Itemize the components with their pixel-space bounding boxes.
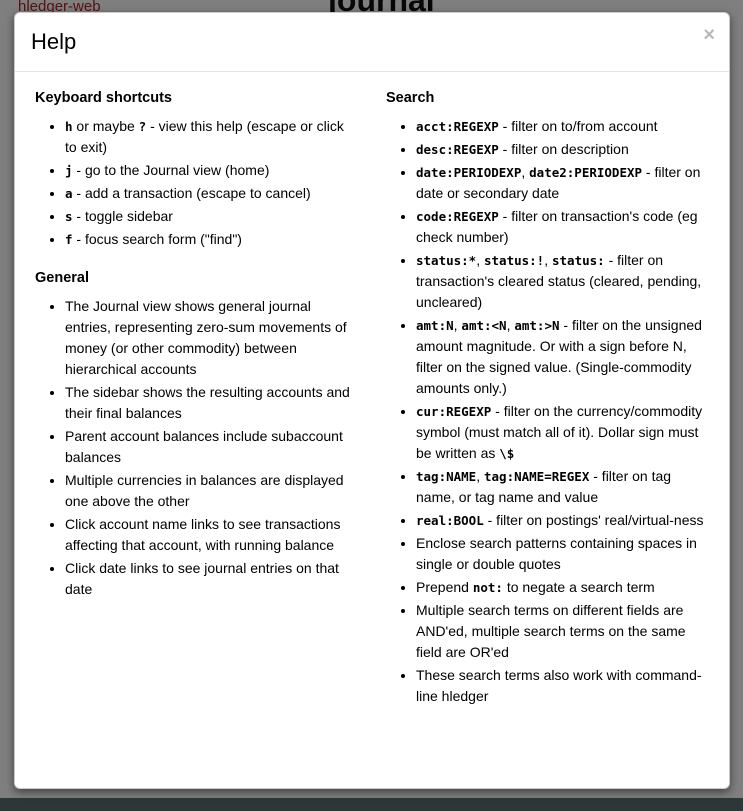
close-icon[interactable]: ×	[703, 24, 715, 46]
help-list-item: • Multiple currencies in balances are displayed one above the other	[65, 470, 358, 512]
modal-body	[15, 72, 729, 788]
code-term: cur:REGEXP	[416, 403, 492, 419]
help-list-item: • acct:REGEXP - filter on to/from account	[416, 116, 709, 137]
code-term: j	[65, 162, 73, 178]
help-list-item: • Multiple search terms on different fields are AND'ed, multiple search terms on the same field are OR'ed	[416, 600, 709, 663]
code-term: \$	[499, 445, 515, 461]
help-list-item: • code:REGEXP - filter on transaction's code (eg check number)	[416, 206, 709, 248]
code-term: status:*	[416, 252, 477, 268]
code-term: tag:NAME=REGEX	[484, 468, 590, 484]
general-list	[35, 296, 358, 600]
help-list-item: • The sidebar shows the resulting accounts and their final balances	[65, 382, 358, 424]
section-heading-search: Search	[386, 89, 435, 106]
help-list-item: • Enclose search patterns containing spaces in single or double quotes	[416, 533, 709, 575]
code-term: h	[65, 118, 73, 134]
code-term: f	[65, 231, 73, 247]
help-list-item: • amt:N, amt:<N, amt:>N - filter on the unsigned amount magnitude. Or with a sign before N, filter on the signed value. (Single-commodity amounts only.)	[416, 315, 709, 399]
help-list-item: • tag:NAME, tag:NAME=REGEX - filter on tag name, or tag name and value	[416, 466, 709, 508]
code-term: desc:REGEXP	[416, 141, 499, 157]
help-list-item: • status:*, status:!, status: - filter on transaction's cleared status (cleared, pending, uncleared)	[416, 250, 709, 313]
help-list-item: • desc:REGEXP - filter on description	[416, 139, 709, 160]
code-term: date:PERIODEXP	[416, 164, 522, 180]
help-list-item: • Click account name links to see transactions affecting that account, with running balance	[65, 514, 358, 556]
help-list-item: • j - go to the Journal view (home)	[65, 160, 358, 181]
code-term: amt:N	[416, 317, 454, 333]
modal-title: Help	[31, 29, 77, 54]
help-list-item: • real:BOOL - filter on postings' real/virtual-ness	[416, 510, 709, 531]
code-term: tag:NAME	[416, 468, 477, 484]
help-list-item: • Parent account balances include subaccount balances	[65, 426, 358, 468]
help-right-column	[386, 84, 709, 773]
help-list-item: • These search terms also work with command-line hledger	[416, 665, 709, 707]
code-term: not:	[472, 579, 503, 595]
code-term: code:REGEXP	[416, 208, 499, 224]
code-term: amt:>N	[514, 317, 560, 333]
section-heading-general: General	[35, 269, 89, 286]
search-list	[386, 116, 709, 707]
modal-header	[15, 13, 729, 72]
help-list-item: • date:PERIODEXP, date2:PERIODEXP - filter on date or secondary date	[416, 162, 709, 204]
code-term: date2:PERIODEXP	[529, 164, 643, 180]
code-term: real:BOOL	[416, 512, 484, 528]
help-list-item: • The Journal view shows general journal entries, representing zero-sum movements of money (or other commodity) between hierarchical accounts	[65, 296, 358, 380]
keyboard-shortcuts-list	[35, 116, 358, 250]
code-term: a	[65, 185, 73, 201]
help-list-item: • a - add a transaction (escape to cancel)	[65, 183, 358, 204]
code-term: status:!	[484, 252, 545, 268]
help-list-item: • Prepend not: to negate a search term	[416, 577, 709, 598]
code-term: ?	[138, 118, 147, 134]
help-list-item: • f - focus search form ("find")	[65, 229, 358, 250]
code-term: status:	[552, 252, 605, 268]
help-left-column	[35, 84, 358, 773]
help-list-item: • s - toggle sidebar	[65, 206, 358, 227]
help-modal	[14, 12, 730, 789]
code-term: s	[65, 208, 73, 224]
help-list-item: • Click date links to see journal entries on that date	[65, 558, 358, 600]
code-term: amt:<N	[461, 317, 507, 333]
section-heading-keyboard-shortcuts: Keyboard shortcuts	[35, 89, 172, 106]
code-term: acct:REGEXP	[416, 118, 499, 134]
help-list-item: • cur:REGEXP - filter on the currency/commodity symbol (must match all of it). Dollar sign must be written as \$	[416, 401, 709, 464]
help-list-item: • h or maybe ? - view this help (escape or click to exit)	[65, 116, 358, 158]
